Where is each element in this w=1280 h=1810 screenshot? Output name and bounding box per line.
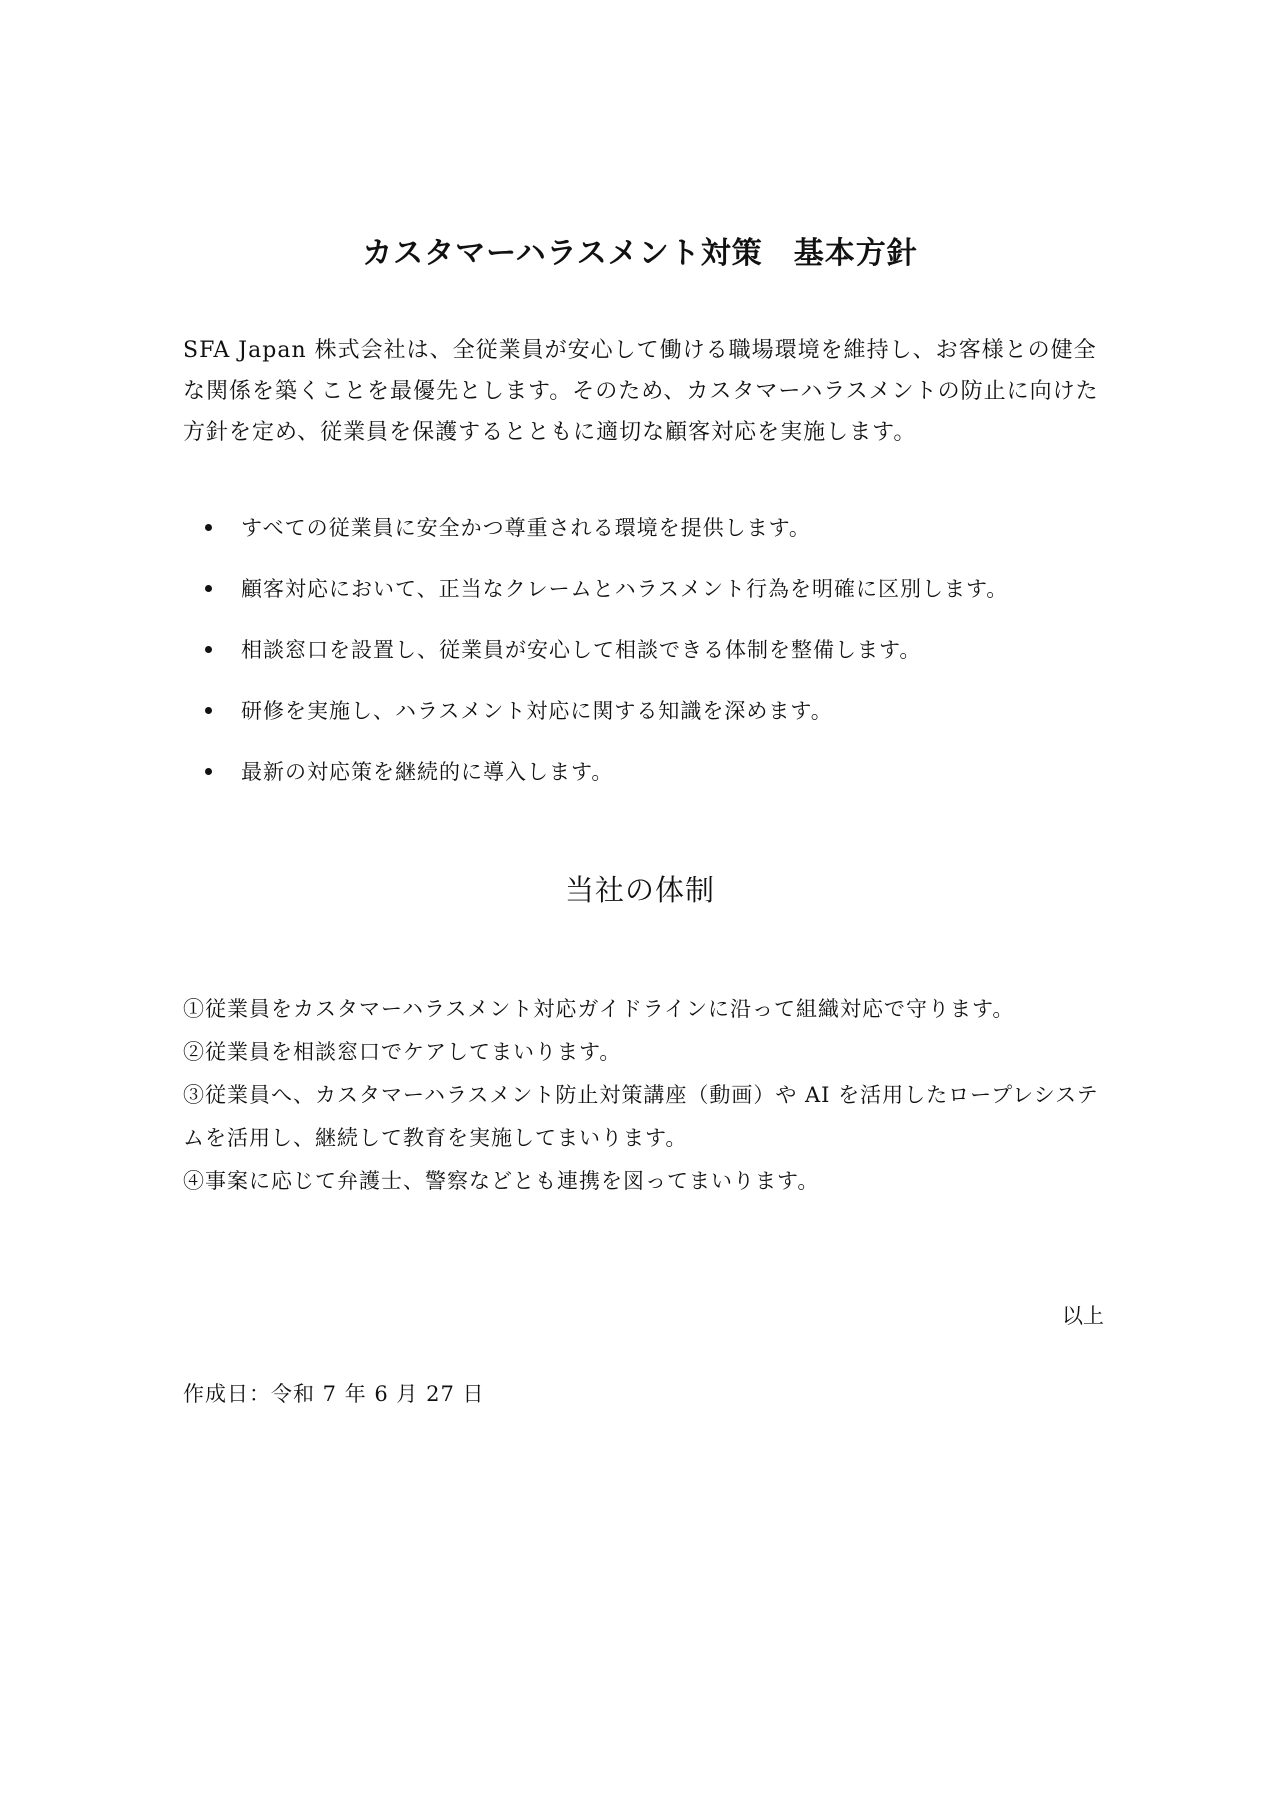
closing-text: 以上 [1062, 1304, 1104, 1328]
bullet-icon [205, 646, 212, 653]
bullet-icon [205, 585, 212, 592]
policy-item [183, 569, 1083, 630]
policy-text: すべての従業員に安全かつ尊重される環境を提供します。 [241, 516, 811, 540]
policy-text: 研修を実施し、ハラスメント対応に関する知識を深めます。 [241, 699, 833, 723]
system-item: ④事案に応じて弁護士、警察などとも連携を図ってまいります。 [183, 1169, 820, 1193]
bullet-icon [205, 524, 212, 531]
policy-text: 顧客対応において、正当なクレームとハラスメント行為を明確に区別します。 [241, 577, 1009, 601]
bullet-icon [205, 768, 212, 775]
policy-list [183, 508, 1083, 813]
system-item: ①従業員をカスタマーハラスメント対応ガイドラインに沿って組織対応で守ります。 [183, 997, 1015, 1021]
policy-text: 相談窓口を設置し、従業員が安心して相談できる体制を整備します。 [241, 638, 922, 662]
system-list [183, 988, 1113, 1203]
policy-item [183, 752, 1083, 813]
bullet-icon [205, 707, 212, 714]
system-item: ③従業員へ、カスタマーハラスメント防止対策講座（動画）や AI を活用したロープレシステムを活用し、継続して教育を実施してまいります。 [183, 1083, 1099, 1150]
document-title: カスタマーハラスメント対策 基本方針 [362, 236, 918, 271]
intro-paragraph: SFA Japan 株式会社は、全従業員が安心して働ける職場環境を維持し、お客様との健全な関係を築くことを最優先とします。そのため、カスタマーハラスメントの防止に向けた方針を定め、従業員を保護するとともに適切な顧客対応を実施します。 [183, 338, 1099, 445]
section-title: 当社の体制 [564, 873, 715, 907]
policy-item [183, 630, 1083, 691]
policy-item [183, 691, 1083, 752]
created-date: 作成日：令和 7 年 6 月 27 日 [183, 1382, 485, 1406]
policy-item [183, 508, 1083, 569]
system-item: ②従業員を相談窓口でケアしてまいります。 [183, 1040, 622, 1064]
policy-text: 最新の対応策を継続的に導入します。 [241, 760, 614, 784]
